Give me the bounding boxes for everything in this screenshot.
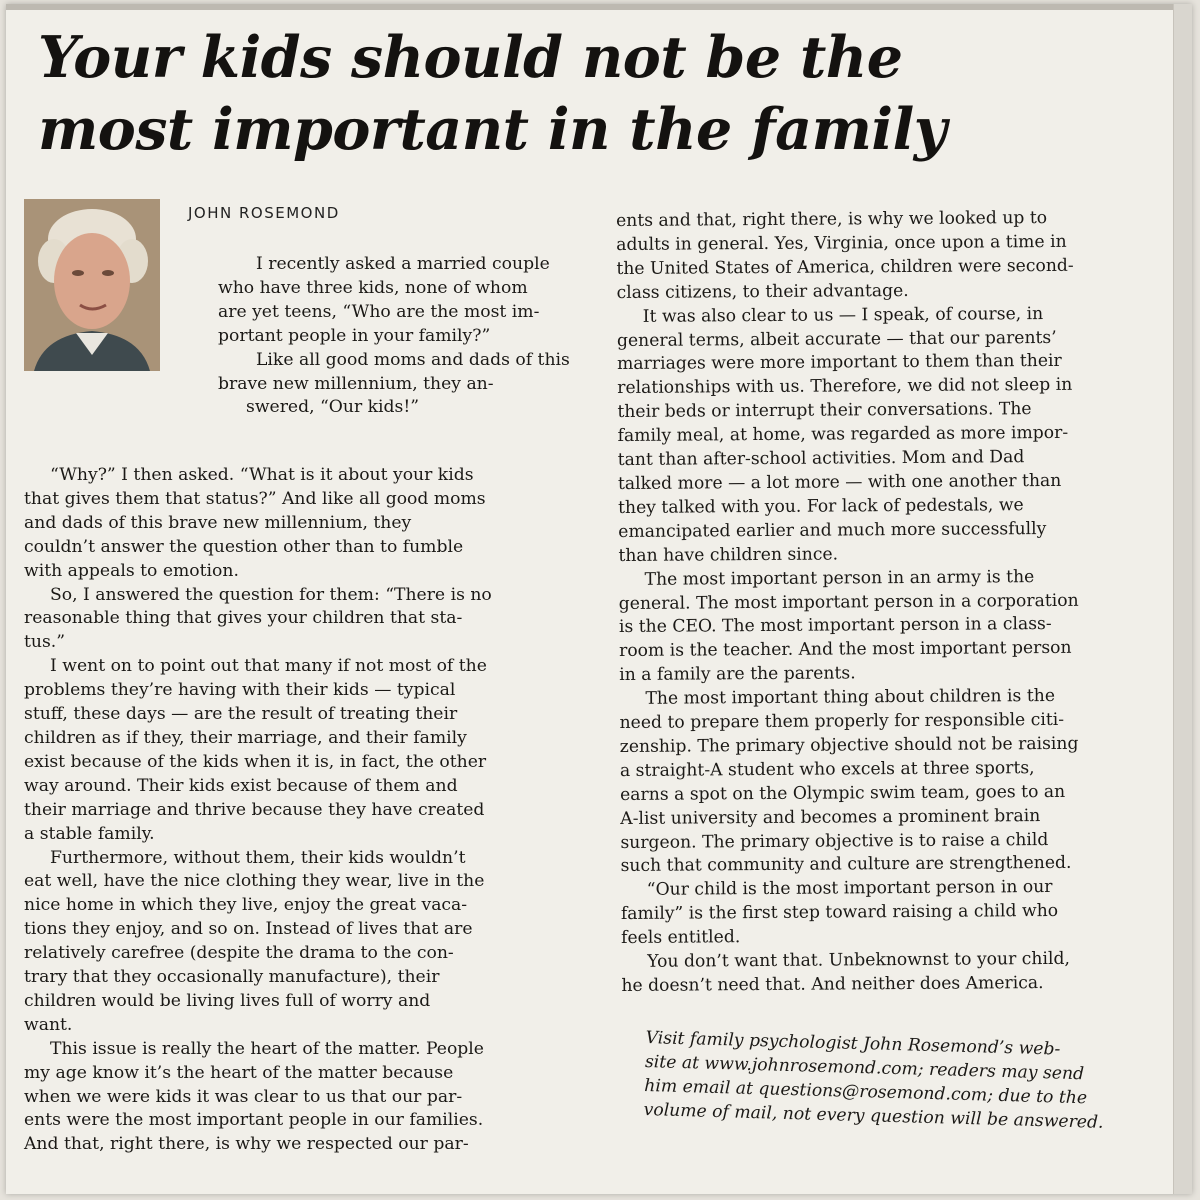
text-line: such that community and culture are strengthened. <box>620 853 1072 877</box>
column-right <box>616 207 1081 999</box>
text-line: Visit family psychologist John Rosemond’s web- <box>645 1027 1061 1060</box>
text-line: room is the teacher. And the most important person <box>619 638 1072 662</box>
text-line: their beds or interrupt their conversations. The <box>617 399 1032 423</box>
text-line: Furthermore, without them, their kids wouldn’t <box>50 847 466 868</box>
text-line: relationships with us. Therefore, we did not sleep in <box>617 375 1073 399</box>
text-line: swered, “Our kids!” <box>246 397 420 418</box>
article-paragraph <box>617 302 1079 568</box>
article-paragraph <box>619 565 1080 688</box>
article-headline <box>38 22 1158 166</box>
text-line: when we were kids it was clear to us that our par- <box>24 1086 463 1107</box>
text-line: want. <box>24 1014 73 1035</box>
author-photo <box>24 199 160 371</box>
text-line: and dads of this brave new millennium, they <box>24 512 412 533</box>
text-line: way around. Their kids exist because of them and <box>24 775 458 796</box>
article-paragraph <box>24 464 492 584</box>
author-portrait-image <box>24 199 160 371</box>
article-paragraph <box>218 349 570 421</box>
text-line: earns a spot on the Olympic swim team, goes to an <box>620 781 1066 805</box>
text-line: exist because of the kids when it is, in fact, the other <box>24 751 487 772</box>
text-line: need to prepare them properly for responsible citi- <box>619 709 1065 734</box>
text-line: class citizens, to their advantage. <box>616 280 909 303</box>
headline-line: Your kids should not be the <box>38 24 903 91</box>
article-paragraph <box>24 655 492 846</box>
text-line: with appeals to emotion. <box>24 560 239 581</box>
headline-line: most important in the family <box>38 96 947 163</box>
text-line: children as if they, their marriage, and their family <box>24 727 467 748</box>
text-line: portant people in your family?” <box>218 325 491 346</box>
column-left <box>24 464 492 1157</box>
text-line: a stable family. <box>24 823 155 844</box>
text-line: talked more — a lot more — with one another than <box>617 470 1062 494</box>
text-line: their marriage and thrive because they have created <box>24 799 485 820</box>
text-line: reasonable thing that gives your children that sta- <box>24 608 463 629</box>
author-contact-note <box>643 1026 1105 1135</box>
text-line: It was also clear to us — I speak, of course, in <box>642 303 1044 327</box>
text-line: ents and that, right there, is why we looked up to <box>616 207 1048 231</box>
article-paragraph <box>218 253 570 349</box>
text-line: volume of mail, not every question will be answered. <box>643 1099 1104 1133</box>
text-line: ents were the most important people in our families. <box>24 1110 484 1131</box>
text-line: You don’t want that. Unbeknownst to your child, <box>647 948 1070 972</box>
text-line: who have three kids, none of whom <box>218 277 528 298</box>
text-line: And that, right there, is why we respected our par- <box>24 1134 469 1155</box>
text-line: A-list university and becomes a prominent brain <box>620 805 1041 829</box>
text-line: general terms, albeit accurate — that our parents’ <box>616 327 1057 351</box>
text-line: zenship. The primary objective should not be raising <box>619 733 1079 757</box>
top-rule <box>6 4 1192 10</box>
article-paragraph <box>621 876 1081 951</box>
text-line: is the CEO. The most important person in a class- <box>618 614 1052 638</box>
text-line: children would be living lives full of worry and <box>24 990 431 1011</box>
text-line: “Why?” I then asked. “What is it about your kids <box>50 465 474 485</box>
text-line: site at www.johnrosemond.com; readers may send <box>644 1051 1085 1085</box>
text-line: tant than after-school activities. Mom and Dad <box>617 447 1025 471</box>
text-line: they talked with you. For lack of pedestals, we <box>618 495 1024 518</box>
newspaper-clipping <box>6 4 1192 1194</box>
article-paragraph <box>619 685 1080 879</box>
text-line: general. The most important person in a corporation <box>618 590 1079 614</box>
article-paragraph <box>24 1038 492 1158</box>
article-paragraph <box>24 847 492 1038</box>
text-line: emancipated earlier and much more successfully <box>618 518 1047 542</box>
text-line: problems they’re having with their kids — typical <box>24 680 456 701</box>
text-line: family meal, at home, was regarded as more impor- <box>617 423 1069 447</box>
text-line: feels entitled. <box>621 927 741 949</box>
text-line: I recently asked a married couple <box>256 254 550 274</box>
text-line: I went on to point out that many if not most of the <box>50 656 487 677</box>
text-line: surgeon. The primary objective is to raise a child <box>620 829 1049 853</box>
text-line: So, I answered the question for them: “There is no <box>50 584 492 605</box>
text-line: my age know it’s the heart of the matter because <box>24 1062 454 1083</box>
text-line: couldn’t answer the question other than to fumble <box>24 536 464 557</box>
text-line: eat well, have the nice clothing they wear, live in the <box>24 871 485 892</box>
text-line: marriages were more important to them than their <box>617 351 1062 375</box>
article-paragraph-continued <box>616 207 1077 306</box>
text-line: stuff, these days — are the result of treating their <box>24 704 458 725</box>
paper-fold-edge <box>1173 4 1192 1194</box>
article-paragraph <box>621 948 1081 999</box>
text-line: “Our child is the most important person in our <box>646 877 1053 901</box>
author-byline: JOHN ROSEMOND <box>188 204 340 222</box>
text-line: This issue is really the heart of the matter. People <box>50 1038 484 1059</box>
text-line: brave new millennium, they an- <box>218 373 494 394</box>
text-line: adults in general. Yes, Virginia, once upon a time in <box>616 231 1067 255</box>
text-line: a straight-A student who excels at three sports, <box>619 757 1035 781</box>
text-line: The most important thing about children is the <box>645 686 1056 709</box>
text-line: that gives them that status?” And like all good moms <box>24 488 486 509</box>
text-line: he doesn’t need that. And neither does America. <box>621 973 1044 996</box>
text-line: him email at questions@rosemond.com; due to the <box>644 1075 1088 1109</box>
article-paragraph <box>24 584 492 656</box>
text-line: Like all good moms and dads of this <box>256 349 570 370</box>
text-line: the United States of America, children were second- <box>616 255 1074 279</box>
text-line: in a family are the parents. <box>619 663 856 686</box>
text-line: relatively carefree (despite the drama to the con- <box>24 943 454 964</box>
text-line: trary that they occasionally manufacture), their <box>24 967 440 988</box>
text-line: nice home in which they live, enjoy the great vaca- <box>24 895 468 916</box>
text-line: tions they enjoy, and so on. Instead of lives that are <box>24 919 473 940</box>
text-line: are yet teens, “Who are the most im- <box>218 301 540 322</box>
text-line: than have children since. <box>618 544 839 566</box>
text-line: family” is the first step toward raising a child who <box>620 901 1059 925</box>
text-line: The most important person in an army is the <box>644 566 1035 590</box>
text-line: tus.” <box>24 632 66 653</box>
column-left-top <box>218 253 570 420</box>
